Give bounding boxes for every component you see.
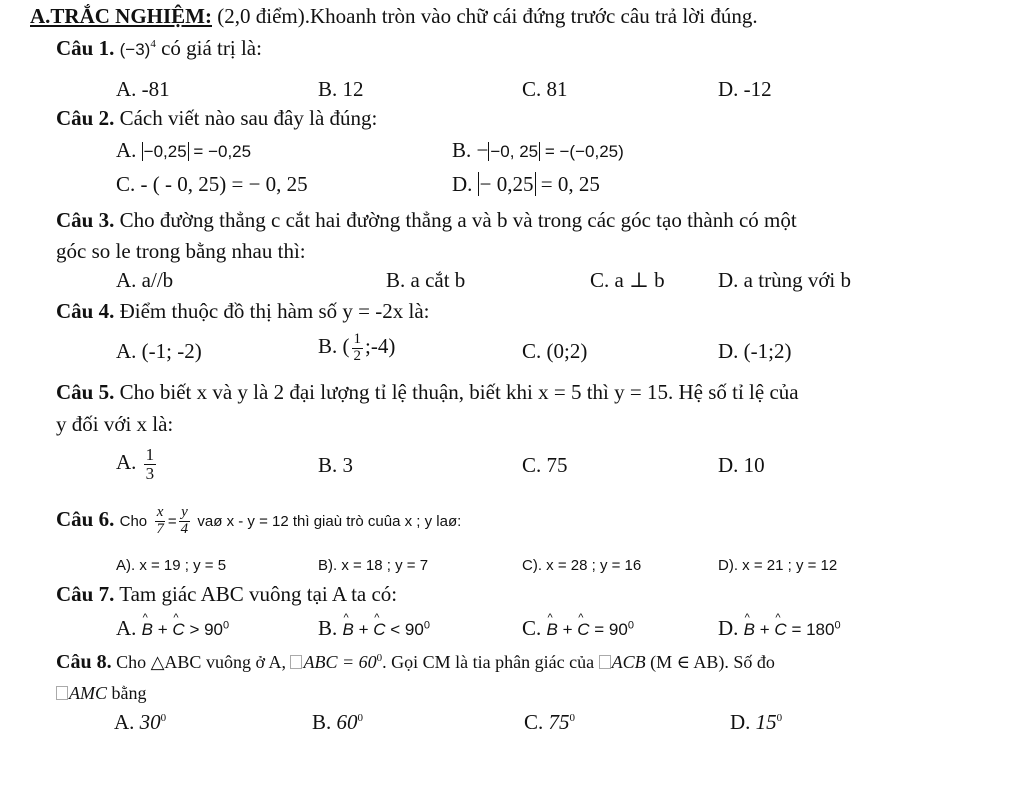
fraction-denominator: 2	[353, 347, 361, 364]
question-5	[56, 382, 799, 403]
question-label: Câu 5.	[56, 380, 115, 404]
option-letter: C.	[524, 710, 544, 734]
angle-amc: AMC	[69, 683, 107, 703]
q7-option-c[interactable]	[522, 618, 634, 639]
angle-value: = 60	[341, 652, 377, 672]
q3-option-c[interactable]: C. a ⊥ b	[590, 268, 665, 292]
q8-option-c[interactable]	[524, 712, 575, 733]
degree-mark: 0	[776, 712, 783, 724]
degree-mark: 0	[627, 619, 634, 632]
q1-option-c[interactable]: C. 81	[522, 77, 568, 101]
question-label: Câu 6.	[56, 507, 115, 532]
q6-option-b[interactable]: B). x = 18 ; y = 7	[318, 557, 429, 574]
angle-b: ^ B	[744, 621, 755, 638]
option-letter: B. −	[452, 138, 489, 162]
angle-c: ^ C	[373, 621, 385, 638]
question-1	[56, 38, 262, 59]
q6-option-a[interactable]: A). x = 19 ; y = 5	[116, 557, 227, 574]
q8-option-b[interactable]	[312, 712, 363, 733]
option-rest: = −0,25	[193, 142, 252, 161]
question-text-rest: (M ∈ AB). Số đo	[650, 652, 775, 672]
abs-value: −0, 25	[490, 142, 539, 161]
question-6	[56, 505, 461, 538]
question-text: có giá trị là:	[161, 36, 262, 60]
question-label: Câu 8.	[56, 651, 112, 673]
q1-option-d[interactable]: D. -12	[718, 77, 772, 101]
q4-option-c[interactable]: C. (0;2)	[522, 339, 588, 363]
plus-sign: +	[157, 620, 168, 639]
option-value: 15	[755, 710, 777, 734]
option-letter: A.	[116, 450, 137, 475]
q4-option-a[interactable]: A. (-1; -2)	[116, 339, 202, 363]
question-label: Câu 3.	[56, 208, 115, 232]
q8-option-a[interactable]	[114, 712, 166, 733]
abs-value: −0,25	[143, 142, 187, 161]
plus-sign: +	[358, 620, 369, 639]
question-4	[56, 301, 430, 322]
q2-option-d[interactable]	[452, 174, 600, 195]
angle-b: ^ B	[547, 621, 558, 638]
plus-sign: +	[759, 620, 770, 639]
option-letter: A.	[116, 138, 137, 162]
angle-abc: ABC	[303, 652, 338, 672]
degree-mark: 0	[357, 712, 364, 724]
q7-option-a[interactable]	[116, 618, 229, 639]
option-letter: A.	[114, 710, 135, 734]
angle-c: ^ C	[577, 621, 589, 638]
option-value: 60	[336, 710, 358, 734]
q7-option-d[interactable]	[718, 618, 841, 639]
question-text: Cách viết nào sau đây là đúng:	[119, 106, 378, 130]
option-letter: B.	[318, 616, 338, 640]
angle-c: ^ C	[172, 621, 184, 638]
question-text: Cho	[119, 513, 148, 531]
degree-mark: 0	[569, 712, 576, 724]
option-value: 30	[139, 710, 161, 734]
option-rest: ;-4)	[365, 334, 396, 359]
option-letter: D.	[452, 172, 473, 196]
fraction-numerator: 1	[145, 445, 155, 464]
degree-mark: 0	[223, 619, 230, 632]
question-text: Cho △ABC vuông ở A,	[116, 652, 286, 672]
question-7	[56, 584, 397, 605]
option-value: 75	[548, 710, 570, 734]
option-letter: A.	[116, 616, 137, 640]
degree-mark: 0	[423, 619, 430, 632]
question-3	[56, 210, 797, 231]
fraction-denominator: 7	[156, 520, 164, 537]
fraction-denominator: 4	[180, 520, 189, 537]
question-label: Câu 4.	[56, 299, 115, 323]
section-instruction: (2,0 điểm).Khoanh tròn vào chữ cái đứng trước câu trả lời đúng.	[217, 4, 758, 28]
option-rest: = −(−0,25)	[544, 142, 624, 161]
q4-option-d[interactable]: D. (-1;2)	[718, 339, 792, 363]
degree-mark: 0	[376, 652, 383, 664]
angle-b: ^ B	[343, 621, 354, 638]
q1-option-b[interactable]: B. 12	[318, 77, 364, 101]
option-rest: = 0, 25	[540, 172, 600, 196]
q2-option-b[interactable]	[452, 140, 624, 161]
q6-option-d[interactable]: D). x = 21 ; y = 12	[718, 557, 838, 574]
option-rest: = 180	[791, 620, 835, 639]
question-text-rest: vaø x - y = 12 thì giaù trò cuûa x ; y laø:	[197, 513, 462, 531]
q7-option-b[interactable]	[318, 618, 430, 639]
option-rest: > 90	[189, 620, 223, 639]
power-base: (−3)	[119, 40, 151, 59]
q3-option-b[interactable]: B. a cắt b	[386, 268, 466, 292]
question-text: Tam giác ABC vuông tại A ta có:	[119, 582, 398, 606]
q8-option-d[interactable]	[730, 712, 782, 733]
fraction-numerator: x	[156, 504, 164, 520]
question-8	[56, 652, 775, 672]
q5-option-d[interactable]: D. 10	[718, 453, 765, 477]
question-text: bằng	[111, 683, 147, 703]
angle-c: ^ C	[774, 621, 786, 638]
abs-value: − 0,25	[479, 172, 534, 196]
fraction-denominator: 3	[145, 463, 155, 483]
angle-placeholder-icon	[56, 686, 68, 700]
fraction-numerator: 1	[353, 331, 361, 347]
angle-placeholder-icon	[290, 655, 302, 669]
q5-option-a[interactable]	[116, 446, 158, 483]
option-letter: B. (	[318, 334, 350, 359]
question-label: Câu 1.	[56, 36, 115, 60]
angle-b: ^ B	[142, 621, 153, 638]
question-3-line2: góc so le trong bằng nhau thì:	[56, 239, 306, 263]
section-title: A.TRẮC NGHIỆM:	[30, 4, 212, 28]
option-letter: B.	[312, 710, 332, 734]
question-8-line2	[56, 684, 147, 702]
power-exponent: 4	[150, 38, 156, 50]
question-label: Câu 2.	[56, 106, 115, 130]
q1-option-a[interactable]: A. -81	[116, 77, 170, 101]
angle-acb: ACB	[611, 652, 646, 672]
q4-option-b[interactable]	[318, 332, 395, 365]
equals-sign: =	[167, 513, 177, 531]
fraction-numerator: y	[181, 504, 188, 520]
q5-option-b[interactable]: B. 3	[318, 453, 354, 477]
option-letter: D.	[718, 616, 739, 640]
degree-mark: 0	[160, 712, 167, 724]
option-letter: D.	[730, 710, 751, 734]
degree-mark: 0	[834, 619, 841, 632]
question-label: Câu 7.	[56, 582, 115, 606]
option-letter: C.	[522, 616, 542, 640]
q2-option-c[interactable]: C. - ( - 0, 25) = − 0, 25	[116, 172, 308, 196]
plus-sign: +	[562, 620, 573, 639]
question-2	[56, 108, 377, 129]
question-text: Cho đường thẳng c cắt hai đường thẳng a và b và trong các góc tạo thành có một	[119, 208, 797, 232]
question-text-mid: . Gọi CM là tia phân giác của	[382, 652, 595, 672]
option-rest: < 90	[390, 620, 424, 639]
q5-option-c[interactable]: C. 75	[522, 453, 568, 477]
question-5-line2: y đối với x là:	[56, 412, 174, 436]
question-text: Điểm thuộc đồ thị hàm số y = -2x là:	[119, 299, 430, 323]
q3-option-d[interactable]: D. a trùng với b	[718, 268, 852, 292]
option-rest: = 90	[594, 620, 628, 639]
q6-option-c[interactable]: C). x = 28 ; y = 16	[522, 557, 642, 574]
section-header	[30, 6, 758, 27]
q2-option-a[interactable]	[116, 140, 251, 161]
angle-placeholder-icon	[599, 655, 611, 669]
q3-option-a[interactable]: A. a//b	[116, 268, 174, 292]
question-text: Cho biết x và y là 2 đại lượng tỉ lệ thuận, biết khi x = 5 thì y = 15. Hệ số tỉ lệ của	[119, 380, 799, 404]
